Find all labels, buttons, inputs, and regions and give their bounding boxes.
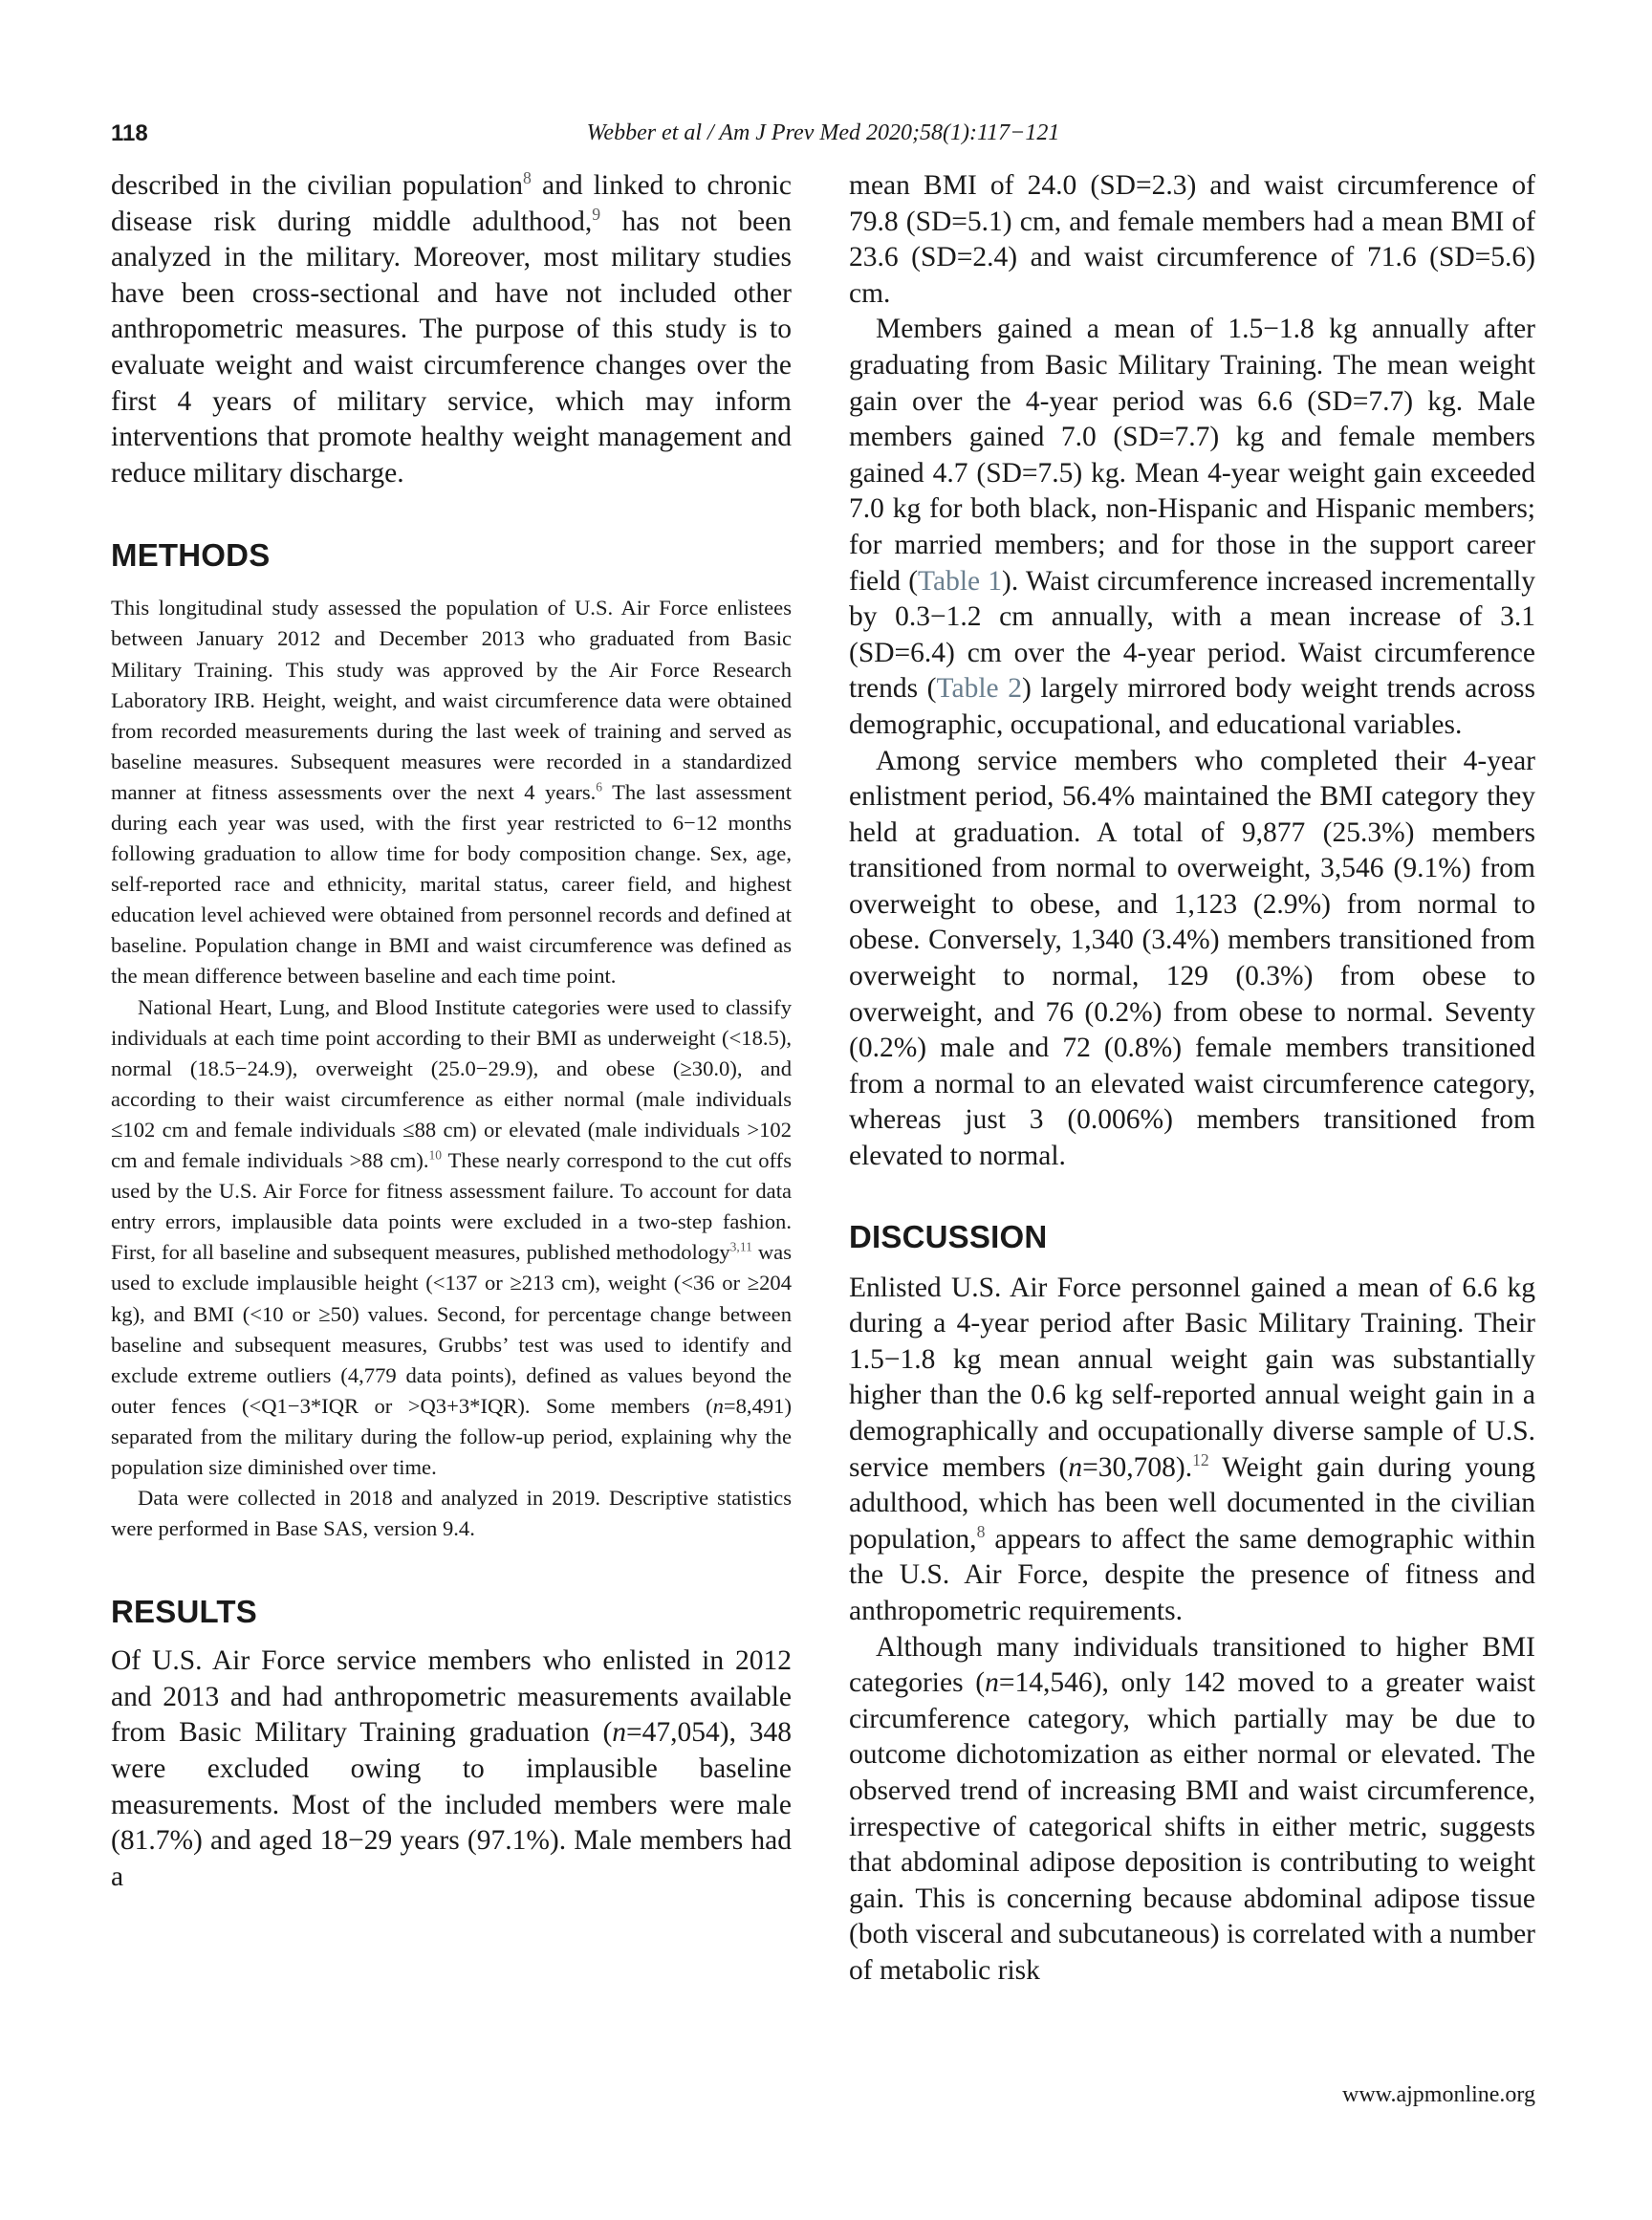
running-head: Webber et al / Am J Prev Med 2020;58(1):117−121 (586, 120, 1060, 145)
results-paragraph: Members gained a mean of 1.5−1.8 kg annually after graduating from Basic Military Training. The mean weight gain over the 4-year period was 6.6 (SD=7.7) kg. Male members gained 7.0 (SD=7.7) kg and female members gained 4.7 (SD=7.5) kg. Mean 4-year weight gain exceeded 7.0 kg for both black, non-Hispanic and Hispanic members; for married members; and for those in the support career field (Table 1). Waist circumference increased incrementally by 0.3−1.2 cm annually, with a mean increase of 3.1 (SD=6.4) cm over the 4-year period. Waist circumference trends (Table 2) largely mirrored body weight trends across demographic, occupational, and educational variables. (849, 314, 1536, 740)
citation-ref[interactable]: 6 (596, 779, 603, 794)
results-paragraph: Among service members who completed their 4-year enlistment period, 56.4% maintained the BMI category they held at graduation. A total of 9,877 (25.3%) members transitioned from normal to overweight, 3,546 (9.1%) from overweight to obese, and 1,123 (2.9%) from normal to obese. Conversely, 1,340 (3.4%) members transitioned from overweight to normal, 129 (0.3%) from obese to overweight, and 76 (0.2%) from obese to normal. Seventy (0.2%) male and 72 (0.8%) female members transitioned from a normal to an elevated waist circumference category, whereas just 3 (0.006%) members transitioned from elevated to normal. (849, 745, 1535, 1172)
page-header (111, 120, 1535, 159)
results-heading: RESULTS (111, 1594, 257, 1630)
methods-heading: METHODS (111, 537, 271, 574)
discussion-paragraph: Although many individuals transitioned to higher BMI categories (n=14,546), only 142 moved to a greater waist circumference category, which partially may be due to outcome dichotomization as either normal or elevated. The observed trend of increasing BMI and waist circumference, irrespective of categorical shifts in either metric, suggests that abdominal adipose deposition is contributing to weight gain. This is concerning because abdominal adipose tissue (both visceral and subcutaneous) is correlated with a number of metabolic risk (849, 1631, 1535, 1986)
page-number: 118 (111, 120, 148, 146)
methods-paragraph: Data were collected in 2018 and analyzed in 2019. Descriptive statistics were performed in Base SAS, version 9.4. (111, 1486, 792, 1541)
citation-ref[interactable]: 12 (1192, 1449, 1209, 1469)
citation-ref[interactable]: 3,11 (729, 1239, 752, 1254)
citation-ref[interactable]: 8 (976, 1521, 986, 1541)
journal-url[interactable]: www.ajpmonline.org (1342, 2082, 1535, 2107)
citation-ref[interactable]: 10 (428, 1147, 443, 1163)
results-paragraph: Of U.S. Air Force service members who enlisted in 2012 and 2013 and had anthropometric measurements available from Basic Military Training graduation (n=47,054), 348 were excluded owing to implausible baseline measurements. Most of the included members were male (81.7%) and aged 18−29 years (97.1%). Male members had a (111, 1645, 792, 1892)
intro-paragraph: described in the civilian population$^8$ and linked to chronic disease risk during middle adulthood,$^9$ has not been analyzed in the military. Moreover, most military studies have been cross-sectional and have not included other anthropometric measures. The purpose of this study is to evaluate weight and waist circumference changes over the first 4 years of military service, which may inform interventions that promote healthy weight management and reduce military discharge. (111, 168, 792, 489)
left-column (111, 168, 792, 1895)
right-column (849, 168, 1535, 1990)
table-1-link[interactable]: Table 1 (918, 565, 1003, 597)
table-2-link[interactable]: Table 2 (936, 673, 1022, 705)
citation-ref[interactable]: 8 (523, 168, 532, 188)
discussion-paragraph: Enlisted U.S. Air Force personnel gained a mean of 6.6 kg during a 4-year period after Basic Military Training. Their 1.5−1.8 kg mean annual weight gain was substantially higher than the 0.6 kg self-reported annual weight gain in a demographically and occupationally diverse sample of U.S. service members (n=30,708).$^{12}$ Weight gain during young adulthood, which has been well documented in the civilian population,$^8$ appears to affect the same demographic within the U.S. Air Force, despite the presence of fitness and anthropometric requirements. (849, 1272, 1535, 1626)
citation-ref[interactable]: 9 (592, 204, 601, 224)
methods-paragraph: National Heart, Lung, and Blood Institute categories were used to classify individuals at each time point according to their BMI as underweight (<18.5), normal (18.5−24.9), overweight (25.0−29.9), and obese (≥30.0), and according to their waist circumference as either normal (male individuals ≤102 cm and female individuals ≤88 cm) or elevated (male individuals >102 cm and female individuals >88 cm).$^{10}$ These nearly correspond to the cut offs used by the U.S. Air Force for fitness assessment failure. To account for data entry errors, implausible data points were excluded in a two-step fashion. First, for all baseline and subsequent measures, published methodology$^{3,11}$ was used to exclude implausible height (<137 or ≥213 cm), weight (<36 or ≥204 kg), and BMI (<10 or ≥50) values. Second, for percentage change between baseline and subsequent measures, Grubbs’ test was used to identify and exclude extreme outliers (4,779 data points), defined as values beyond the outer fences (<Q1−3*IQR or >Q3+3*IQR). Some members (n=8,491) separated from the military during the follow-up period, explaining why the population size diminished over time. (111, 994, 792, 1479)
discussion-heading: DISCUSSION (849, 1218, 1048, 1254)
methods-paragraph: This longitudinal study assessed the population of U.S. Air Force enlistees between January 2012 and December 2013 who graduated from Basic Military Training. This study was approved by the Air Force Research Laboratory IRB. Height, weight, and waist circumference data were obtained from recorded measurements during the last week of training and served as baseline measures. Subsequent measures were recorded in a standardized manner at fitness assessments over the next 4 years.$^6$ The last assessment during each year was used, with the first year restricted to 6−12 months following graduation to allow time for body composition change. Sex, age, self-reported race and ethnicity, marital status, career field, and highest education level achieved were obtained from personnel records and defined at baseline. Population change in BMI and waist circumference was defined as the mean difference between baseline and each time point. (111, 596, 792, 989)
results-paragraph: mean BMI of 24.0 (SD=2.3) and waist circumference of 79.8 (SD=5.1) cm, and female members had a mean BMI of 23.6 (SD=2.4) and waist circumference of 71.6 (SD=5.6) cm. (849, 170, 1535, 309)
